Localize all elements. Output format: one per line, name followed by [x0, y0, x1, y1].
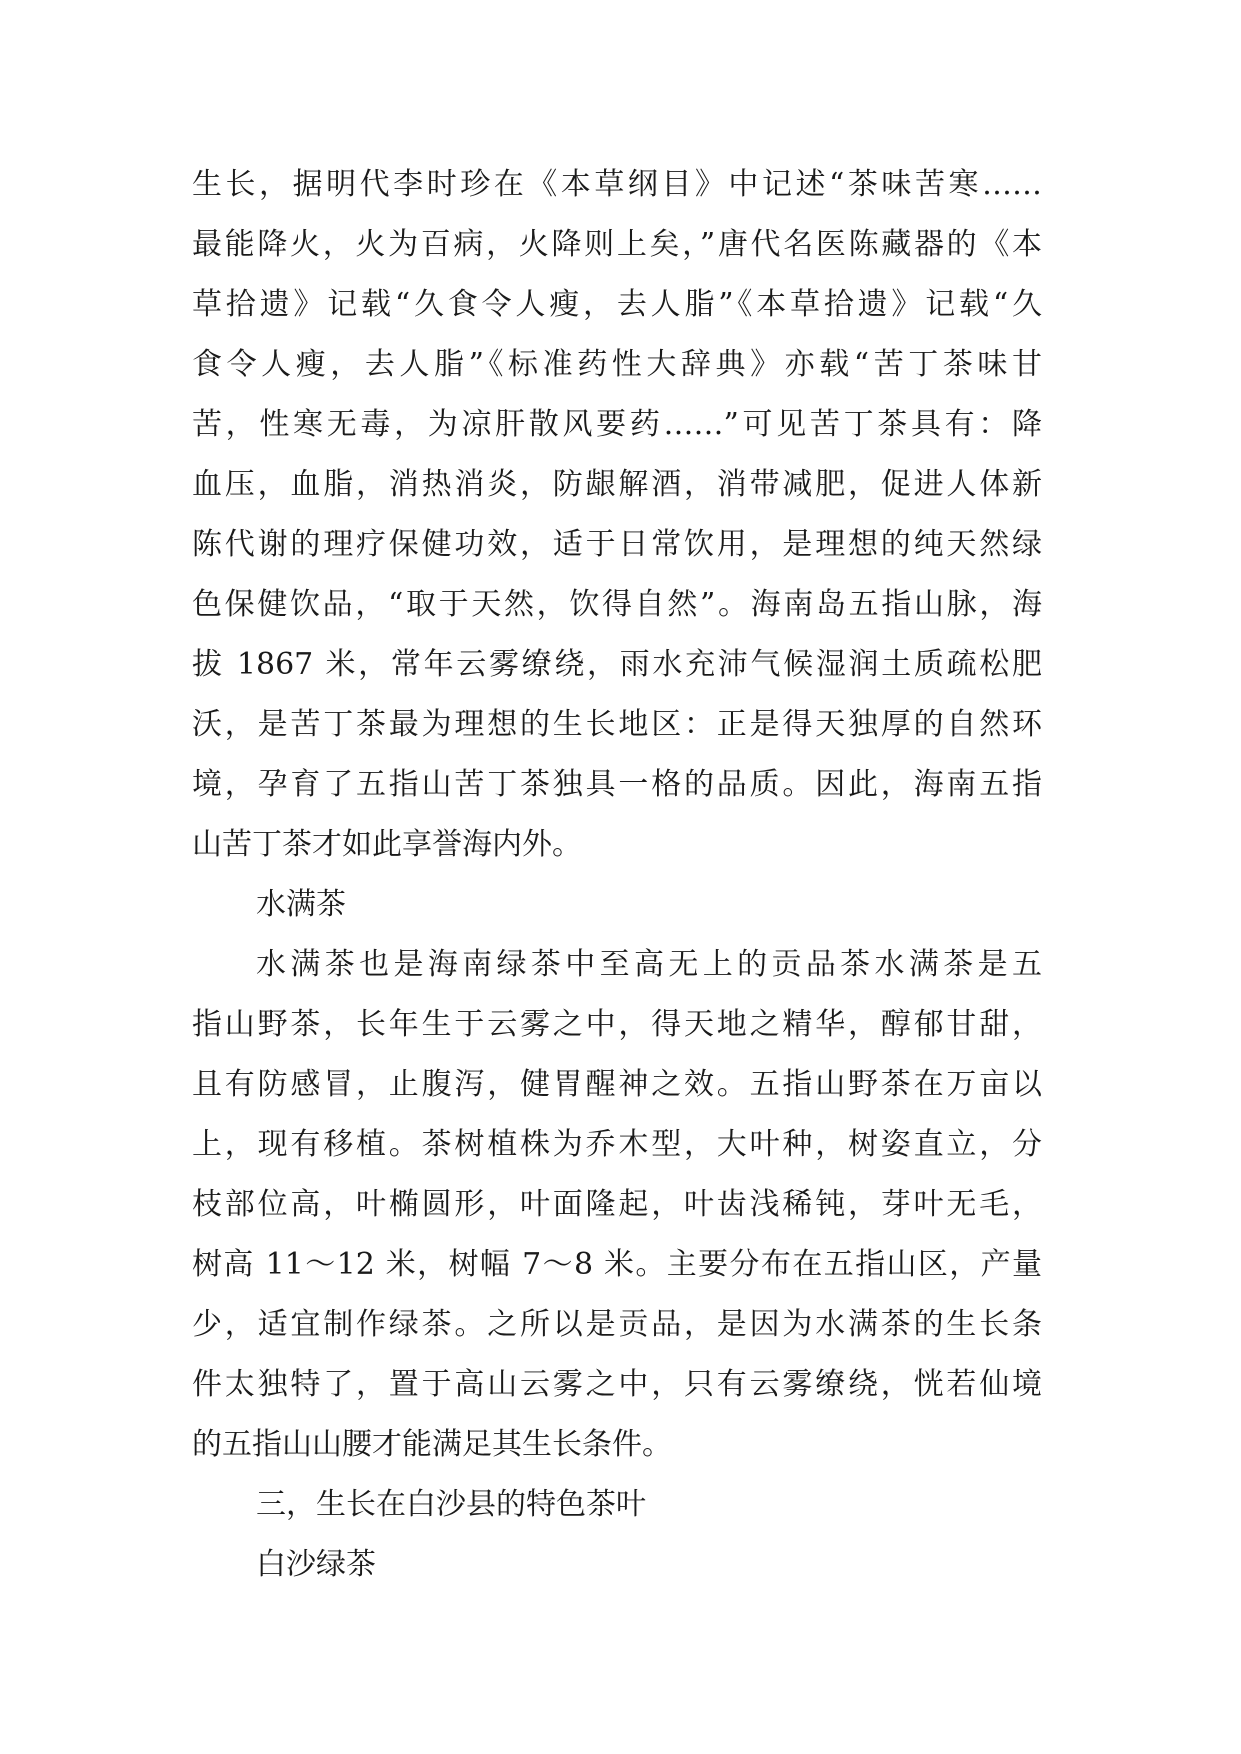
paragraph-line: 食令人瘦，去人脂”《标准药性大辞典》亦载“苦丁茶味甘 [192, 347, 1042, 382]
paragraph-line: 陈代谢的理疗保健功效，适于日常饮用，是理想的纯天然绿 [192, 527, 1042, 562]
paragraph-line: 最能降火，火为百病，火降则上矣，”唐代名医陈藏器的《本 [192, 227, 1042, 262]
paragraph-line: 草拾遗》记载“久食令人瘦，去人脂”《本草拾遗》记载“久 [192, 287, 1042, 322]
paragraph-line: 水满茶也是海南绿茶中至高无上的贡品茶水满茶是五 [256, 947, 1042, 982]
paragraph-line: 血压，血脂，消热消炎，防龈解酒，消带减肥，促进人体新 [192, 467, 1042, 502]
section-heading-baisha-tea-types: 三，生长在白沙县的特色茶叶 [256, 1487, 646, 1522]
paragraph-line: 苦，性寒无毒，为凉肝散风要药……”可见苦丁茶具有：降 [192, 407, 1042, 442]
section-heading-shuiman-tea: 水满茶 [256, 887, 346, 922]
paragraph-line: 指山野茶，长年生于云雾之中，得天地之精华，醇郁甘甜， [192, 1007, 1042, 1042]
paragraph-line: 境，孕育了五指山苦丁茶独具一格的品质。因此，海南五指 [192, 767, 1042, 802]
section-heading-baisha-green-tea: 白沙绿茶 [256, 1547, 376, 1582]
paragraph-line: 少，适宜制作绿茶。之所以是贡品，是因为水满茶的生长条 [192, 1307, 1042, 1342]
paragraph-line: 的五指山山腰才能满足其生长条件。 [192, 1427, 672, 1462]
paragraph-line: 且有防感冒，止腹泻，健胃醒神之效。五指山野茶在万亩以 [192, 1067, 1042, 1102]
paragraph-line: 色保健饮品，“取于天然，饮得自然”。海南岛五指山脉，海 [192, 587, 1042, 622]
document-body [192, 155, 1042, 1595]
paragraph-line: 拔 1867 米，常年云雾缭绕，雨水充沛气候湿润土质疏松肥 [192, 647, 1042, 682]
paragraph-line: 沃，是苦丁茶最为理想的生长地区：正是得天独厚的自然环 [192, 707, 1042, 742]
paragraph-line: 枝部位高，叶椭圆形，叶面隆起，叶齿浅稀钝，芽叶无毛， [192, 1187, 1042, 1222]
paragraph-line: 山苦丁茶才如此享誉海内外。 [192, 827, 582, 862]
paragraph-line: 上，现有移植。茶树植株为乔木型，大叶种，树姿直立，分 [192, 1127, 1042, 1162]
paragraph-line: 件太独特了，置于高山云雾之中，只有云雾缭绕，恍若仙境 [192, 1367, 1042, 1402]
paragraph-line: 树高 11～12 米，树幅 7～8 米。主要分布在五指山区，产量 [192, 1247, 1042, 1282]
paragraph-line: 生长，据明代李时珍在《本草纲目》中记述“茶味苦寒…… [192, 167, 1042, 202]
